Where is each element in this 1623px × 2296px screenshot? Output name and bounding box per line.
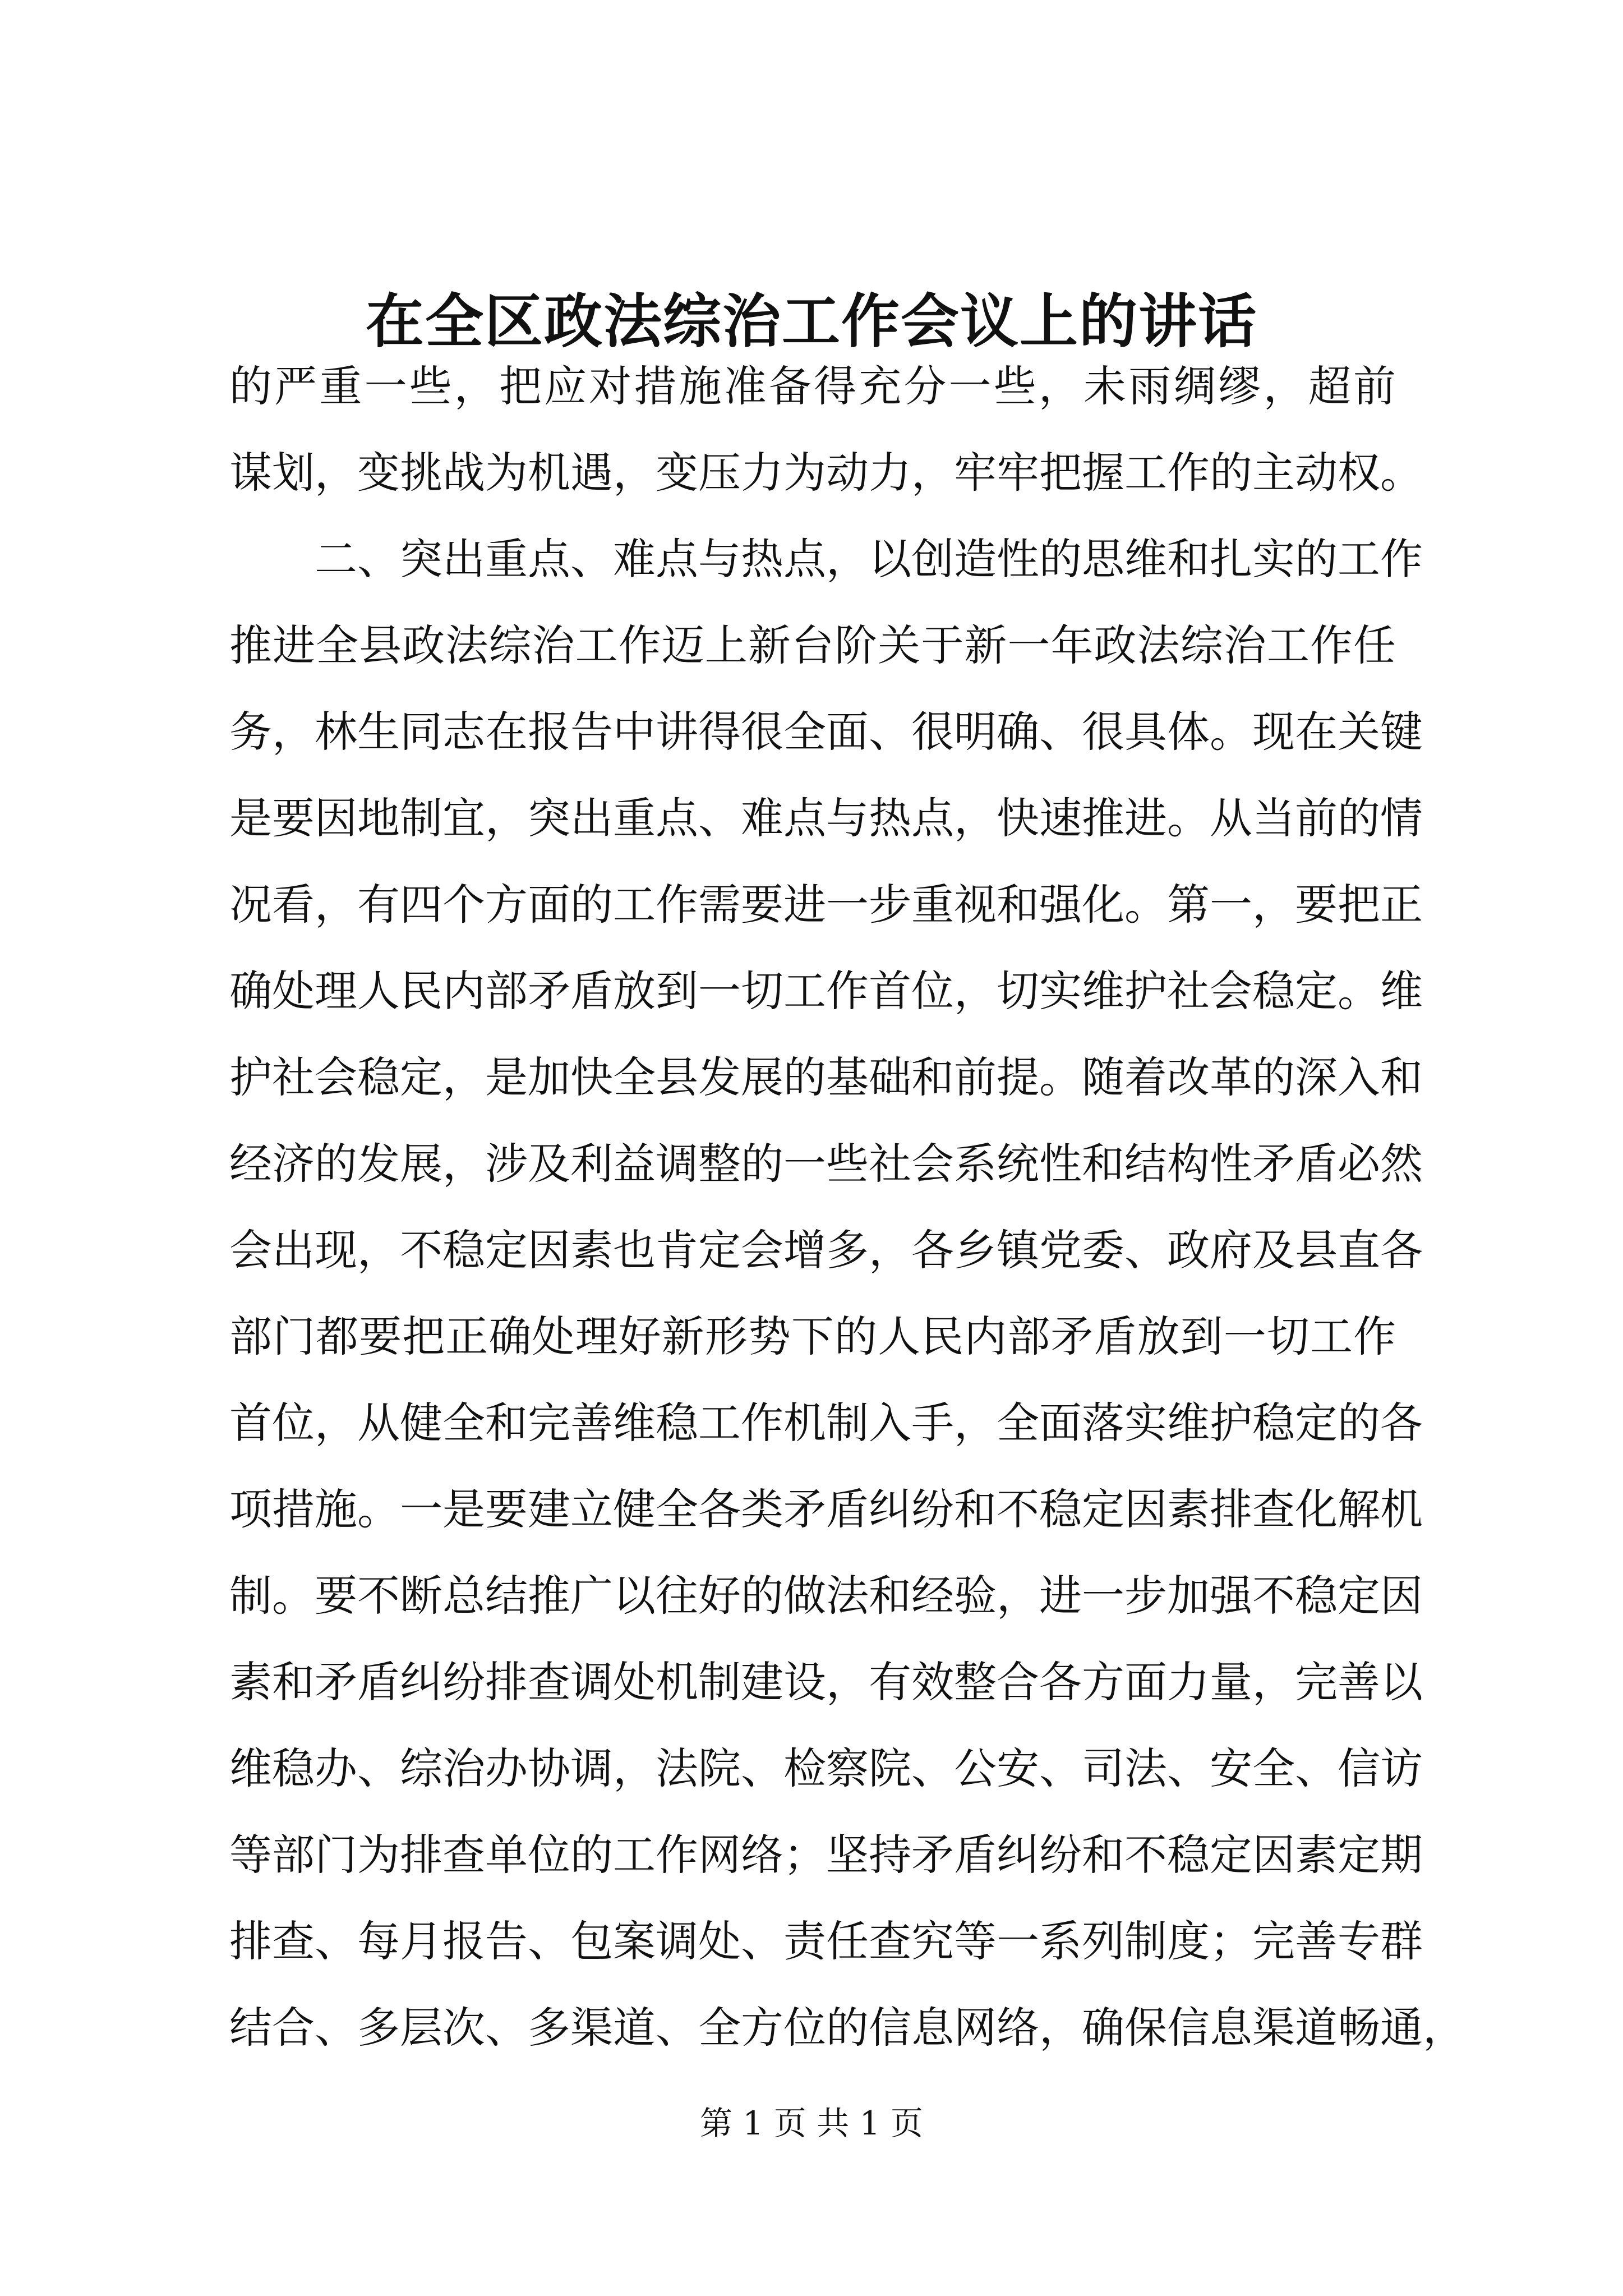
document-body xyxy=(229,343,1465,2071)
paragraph-2-line-14: 素和矛盾纠纷排查调处机制建设，有效整合各方面力量，完善以 xyxy=(229,1657,1423,1707)
document-title: 在全区政法综治工作会议上的讲话 xyxy=(365,287,1257,356)
paragraph-2-line-15: 维稳办、综治办协调，法院、检察院、公安、司法、安全、信访 xyxy=(229,1743,1423,1793)
page-footer: 第 1 页 共 1 页 xyxy=(700,2104,923,2142)
paragraph-2-line-7: 护社会稳定，是加快全县发展的基础和前提。随着改革的深入和 xyxy=(229,1052,1423,1102)
paragraph-1-line-2: 谋划，变挑战为机遇，变压力为动力，牢牢把握工作的主动权。 xyxy=(229,448,1423,498)
paragraph-1-line-1: 的严重一些，把应对措施准备得充分一些，未雨绸缪，超前 xyxy=(229,361,1396,411)
paragraph-2-line-17: 排查、每月报告、包案调处、责任查究等一系列制度；完善专群 xyxy=(229,1916,1423,1966)
paragraph-2-line-11: 首位，从健全和完善维稳工作机制入手，全面落实维护稳定的各 xyxy=(229,1398,1423,1448)
paragraph-2-line-5: 况看，有四个方面的工作需要进一步重视和强化。第一，要把正 xyxy=(229,880,1423,930)
paragraph-2-line-18: 结合、多层次、多渠道、全方位的信息网络，确保信息渠道畅通， xyxy=(229,2003,1465,2053)
paragraph-2-line-13: 制。要不断总结推广以往好的做法和经验，进一步加强不稳定因 xyxy=(229,1571,1423,1621)
paragraph-2-line-9: 会出现，不稳定因素也肯定会增多，各乡镇党委、政府及县直各 xyxy=(229,1225,1423,1275)
paragraph-2-line-2: 推进全县政法综治工作迈上新台阶关于新一年政法综治工作任 xyxy=(229,620,1396,670)
paragraph-2-line-12: 项措施。一是要建立健全各类矛盾纠纷和不稳定因素排查化解机 xyxy=(229,1484,1423,1534)
paragraph-2-line-6: 确处理人民内部矛盾放到一切工作首位，切实维护社会稳定。维 xyxy=(229,966,1423,1016)
paragraph-2-line-16: 等部门为排查单位的工作网络；坚持矛盾纠纷和不稳定因素定期 xyxy=(229,1830,1423,1880)
paragraph-2-line-1: 二、突出重点、难点与热点，以创造性的思维和扎实的工作 xyxy=(315,534,1423,584)
paragraph-2-line-10: 部门都要把正确处理好新形势下的人民内部矛盾放到一切工作 xyxy=(229,1312,1396,1361)
paragraph-2-line-3: 务，林生同志在报告中讲得很全面、很明确、很具体。现在关键 xyxy=(229,707,1423,757)
paragraph-2-line-8: 经济的发展，涉及利益调整的一些社会系统性和结构性矛盾必然 xyxy=(229,1139,1423,1189)
paragraph-2-line-4: 是要因地制宜，突出重点、难点与热点，快速推进。从当前的情 xyxy=(229,793,1423,843)
